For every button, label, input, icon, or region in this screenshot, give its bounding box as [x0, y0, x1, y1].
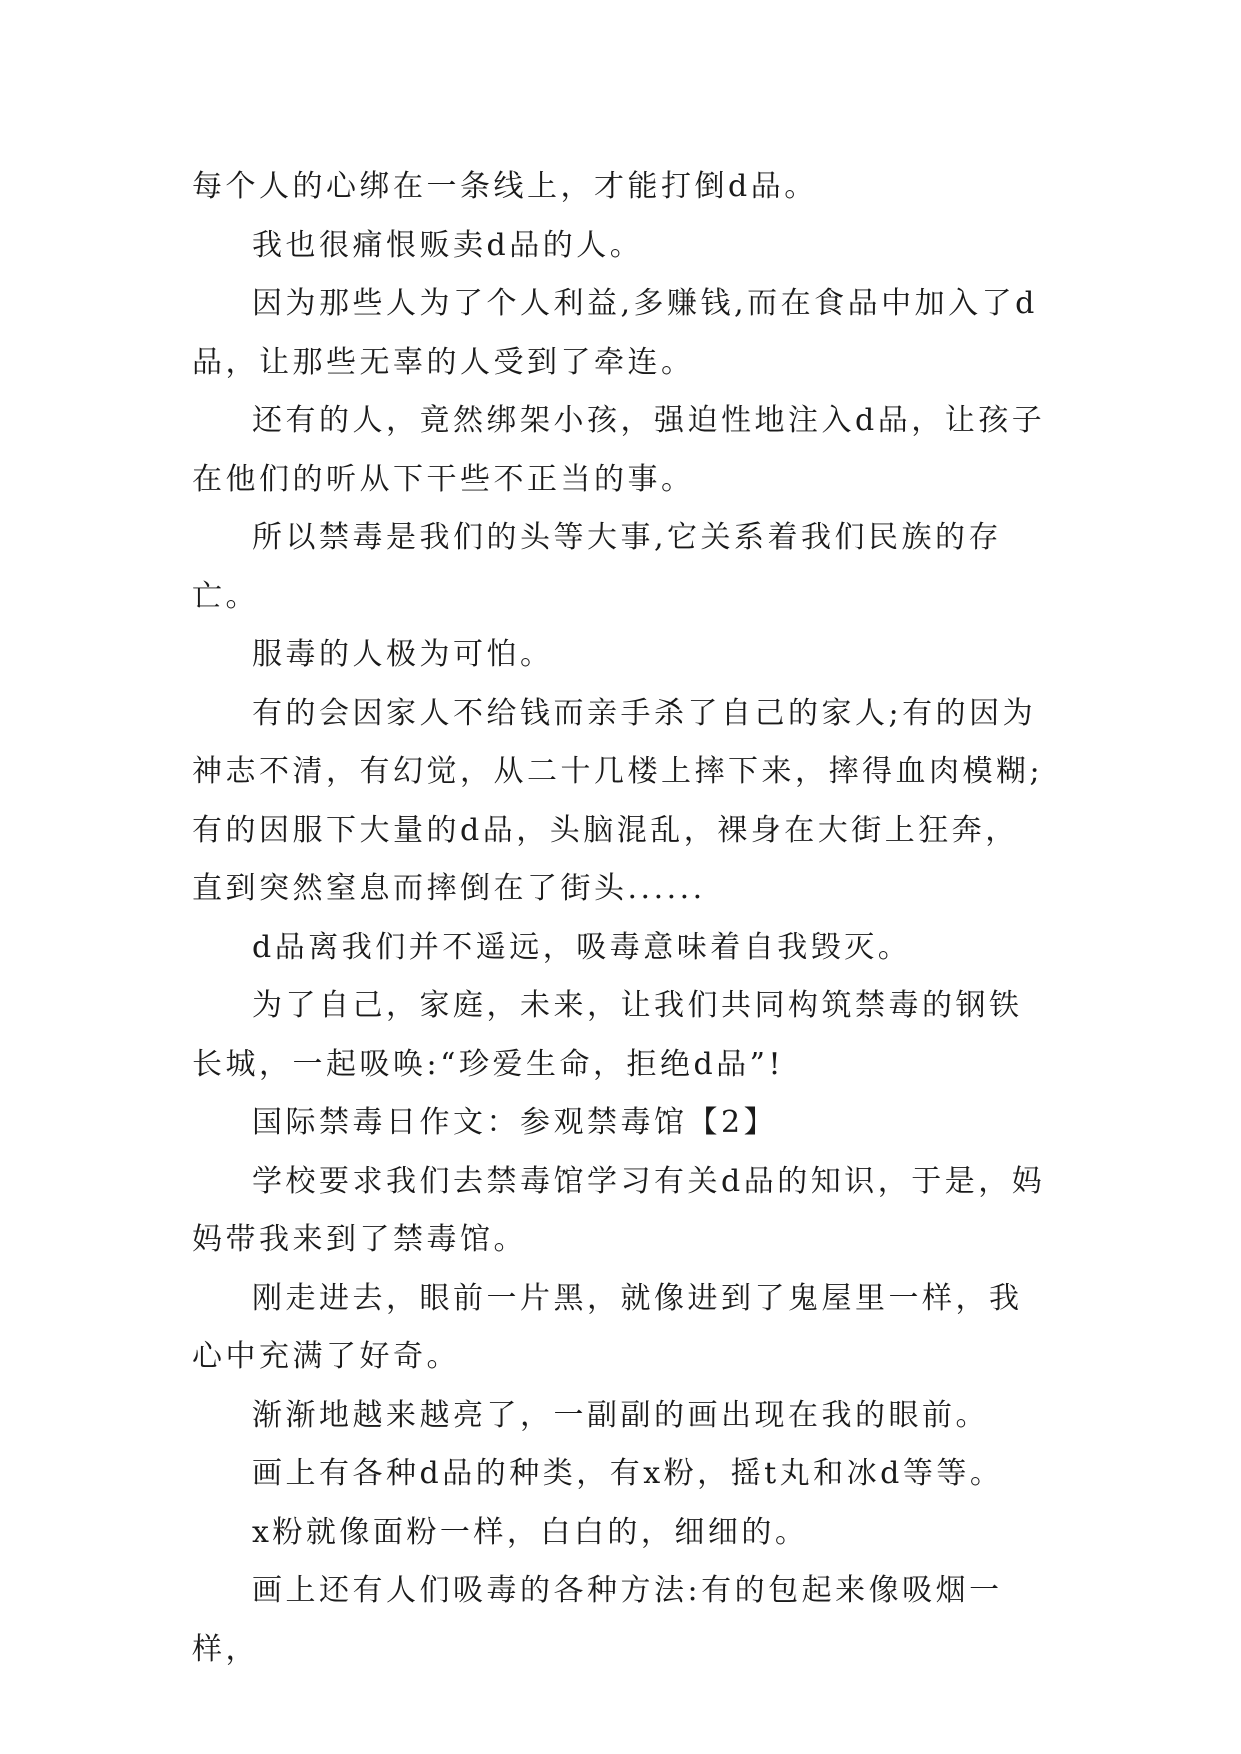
paragraph: 服毒的人极为可怕。	[252, 637, 554, 672]
paragraph: 为了自己，家庭，未来，让我们共同构筑禁毒的钢铁长城，一起吸唤:“珍爱生命，拒绝d品”!	[192, 988, 1023, 1082]
document-body	[192, 158, 1052, 1679]
paragraph: x粉就像面粉一样，白白的，细细的。	[252, 1514, 809, 1550]
paragraph: 因为那些人为了个人利益,多赚钱,而在食品中加入了d品，让那些无辜的人受到了牵连。	[192, 286, 1038, 380]
paragraph: 所以禁毒是我们的头等大事,它关系着我们民族的存亡。	[192, 520, 1003, 614]
paragraph: 每个人的心绑在一条线上，才能打倒d品。	[192, 169, 818, 204]
paragraph: 刚走进去，眼前一片黑，就像进到了鬼屋里一样，我心中充满了好奇。	[192, 1280, 1023, 1374]
paragraph: 还有的人，竟然绑架小孩，强迫性地注入d品，让孩子在他们的听从下干些不正当的事。	[192, 403, 1046, 497]
paragraph: 有的会因家人不给钱而亲手杀了自己的家人;有的因为神志不清，有幻觉，从二十几楼上摔下来，摔得血肉模糊;有的因服下大量的d品，头脑混乱，裸身在大街上狂奔，直到突然窒息而摔倒在了街头......	[192, 695, 1044, 906]
paragraph: d品离我们并不遥远，吸毒意味着自我毁灭。	[252, 929, 912, 965]
paragraph: 渐渐地越来越亮了，一副副的画出现在我的眼前。	[252, 1397, 989, 1433]
paragraph: 画上还有人们吸毒的各种方法:有的包起来像吸烟一样，	[192, 1573, 1003, 1667]
paragraph: 学校要求我们去禁毒馆学习有关d品的知识，于是，妈妈带我来到了禁毒馆。	[192, 1163, 1046, 1257]
section-heading: 国际禁毒日作文：参观禁毒馆【2】	[252, 1105, 778, 1140]
paragraph: 画上有各种d品的种类，有x粉，摇t丸和冰d等等。	[252, 1456, 1004, 1491]
paragraph: 我也很痛恨贩卖d品的人。	[252, 227, 644, 263]
